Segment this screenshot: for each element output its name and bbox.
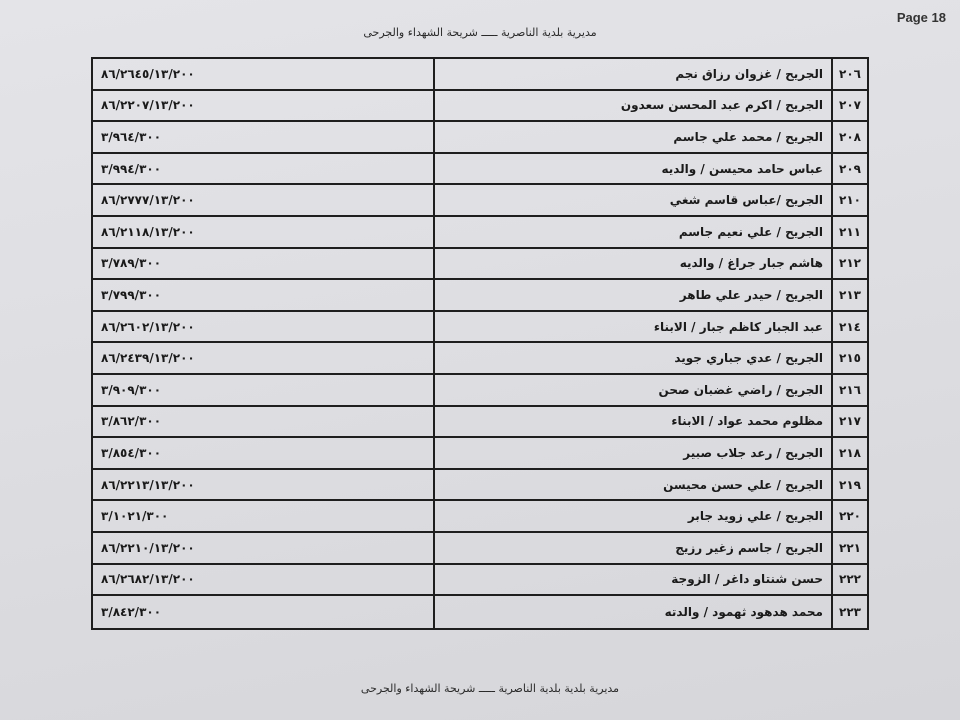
page-number: Page 18 (896, 10, 946, 25)
table-row (93, 343, 867, 375)
row-number: ٢١٥ (831, 343, 867, 373)
reference-code-text: ٣/٧٨٩/٣٠٠ (101, 256, 162, 271)
row-name: الجريح /عباس قاسم شغي (433, 185, 831, 215)
row-number: ٢٢٠ (831, 501, 867, 531)
row-reference-code (93, 438, 433, 468)
table-row (93, 470, 867, 502)
reference-code-text: ٣/٨٥٤/٣٠٠ (101, 445, 162, 460)
reference-code-text: ٨٦/٢٧٧٧/١٣/٢٠٠ (101, 193, 195, 208)
row-number: ٢٠٩ (831, 154, 867, 184)
row-number: ٢٠٨ (831, 122, 867, 152)
row-reference-code (93, 154, 433, 184)
row-number: ٢٢٣ (831, 596, 867, 628)
row-name: الجريح / غزوان رزاق نجم (433, 59, 831, 89)
row-reference-code (93, 59, 433, 89)
table-row (93, 312, 867, 344)
reference-code-text: ٨٦/٢٦٤٥/١٣/٢٠٠ (101, 66, 195, 81)
table-row (93, 533, 867, 565)
row-name: هاشم جبار جراغ / والديه (433, 249, 831, 279)
row-number: ٢٢٢ (831, 565, 867, 595)
table-row (93, 122, 867, 154)
row-number: ٢١٨ (831, 438, 867, 468)
reference-code-text: ٨٦/٢٦٨٢/١٣/٢٠٠ (101, 572, 195, 587)
row-name: الجريح / راضي غضبان صحن (433, 375, 831, 405)
table-row (93, 154, 867, 186)
reference-code-text: ٣/٨٤٢/٣٠٠ (101, 604, 162, 619)
row-name: الجريح / علي زويد جابر (433, 501, 831, 531)
row-name: مظلوم محمد عواد / الابناء (433, 407, 831, 437)
row-number: ٢١٣ (831, 280, 867, 310)
reference-code-text: ٣/٨٦٢/٣٠٠ (101, 414, 162, 429)
row-name: الجريح / رعد جلاب صبير (433, 438, 831, 468)
row-name: الجريح / علي نعيم جاسم (433, 217, 831, 247)
row-reference-code (93, 470, 433, 500)
row-number: ٢٠٦ (831, 59, 867, 89)
table-row (93, 565, 867, 597)
row-number: ٢١٤ (831, 312, 867, 342)
row-reference-code (93, 407, 433, 437)
row-reference-code (93, 312, 433, 342)
row-reference-code (93, 185, 433, 215)
table-row (93, 217, 867, 249)
reference-code-text: ٣/٩٦٤/٣٠٠ (101, 129, 162, 144)
row-name: الجريح / عدي جباري جويد (433, 343, 831, 373)
row-reference-code (93, 565, 433, 595)
row-reference-code (93, 91, 433, 121)
table-row (93, 501, 867, 533)
page-header: مديرية بلدية الناصرية ـــــ شريحة الشهداء والجرحى (363, 26, 597, 39)
reference-code-text: ٣/٧٩٩/٣٠٠ (101, 287, 162, 302)
row-number: ٢١٧ (831, 407, 867, 437)
row-number: ٢١٢ (831, 249, 867, 279)
table-row (93, 280, 867, 312)
row-name: الجريح / جاسم زغير رزيج (433, 533, 831, 563)
table-row (93, 596, 867, 628)
row-reference-code (93, 122, 433, 152)
row-name: عباس حامد محيسن / والديه (433, 154, 831, 184)
reference-code-text: ٨٦/٢٢١٠/١٣/٢٠٠ (101, 540, 195, 555)
row-reference-code (93, 533, 433, 563)
row-reference-code (93, 596, 433, 628)
row-name: حسن شنتاو داغر / الزوجة (433, 565, 831, 595)
table-row (93, 375, 867, 407)
row-reference-code (93, 249, 433, 279)
reference-code-text: ٣/١٠٢١/٣٠٠ (101, 509, 169, 524)
reference-code-text: ٨٦/٢٢٠٧/١٣/٢٠٠ (101, 98, 195, 113)
table-row (93, 407, 867, 439)
row-number: ٢١٠ (831, 185, 867, 215)
row-number: ٢١٩ (831, 470, 867, 500)
row-name: الجريح / حيدر علي طاهر (433, 280, 831, 310)
row-number: ٢١١ (831, 217, 867, 247)
table-row (93, 59, 867, 91)
reference-code-text: ٣/٩٠٩/٣٠٠ (101, 382, 162, 397)
row-reference-code (93, 501, 433, 531)
reference-code-text: ٨٦/٢٢١٣/١٣/٢٠٠ (101, 477, 195, 492)
reference-code-text: ٣/٩٩٤/٣٠٠ (101, 161, 162, 176)
row-name: الجريح / اكرم عبد المحسن سعدون (433, 91, 831, 121)
table-row (93, 249, 867, 281)
page-footer: مديرية بلدية بلدية الناصرية ـــــ شريحة الشهداء والجرحى (360, 682, 620, 695)
table-row (93, 438, 867, 470)
row-name: عبد الجبار كاظم جبار / الابناء (433, 312, 831, 342)
reference-code-text: ٨٦/٢٦٠٢/١٣/٢٠٠ (101, 319, 195, 334)
reference-code-text: ٨٦/٢١١٨/١٣/٢٠٠ (101, 224, 195, 239)
table-row (93, 91, 867, 123)
reference-code-text: ٨٦/٢٤٣٩/١٣/٢٠٠ (101, 351, 195, 366)
records-table (91, 57, 869, 630)
row-number: ٢١٦ (831, 375, 867, 405)
row-reference-code (93, 375, 433, 405)
row-name: محمد هدهود ثهمود / والدته (433, 596, 831, 628)
row-number: ٢٢١ (831, 533, 867, 563)
row-name: الجريح / محمد علي جاسم (433, 122, 831, 152)
row-number: ٢٠٧ (831, 91, 867, 121)
table-row (93, 185, 867, 217)
row-reference-code (93, 280, 433, 310)
row-reference-code (93, 217, 433, 247)
row-reference-code (93, 343, 433, 373)
row-name: الجريح / علي حسن محيسن (433, 470, 831, 500)
